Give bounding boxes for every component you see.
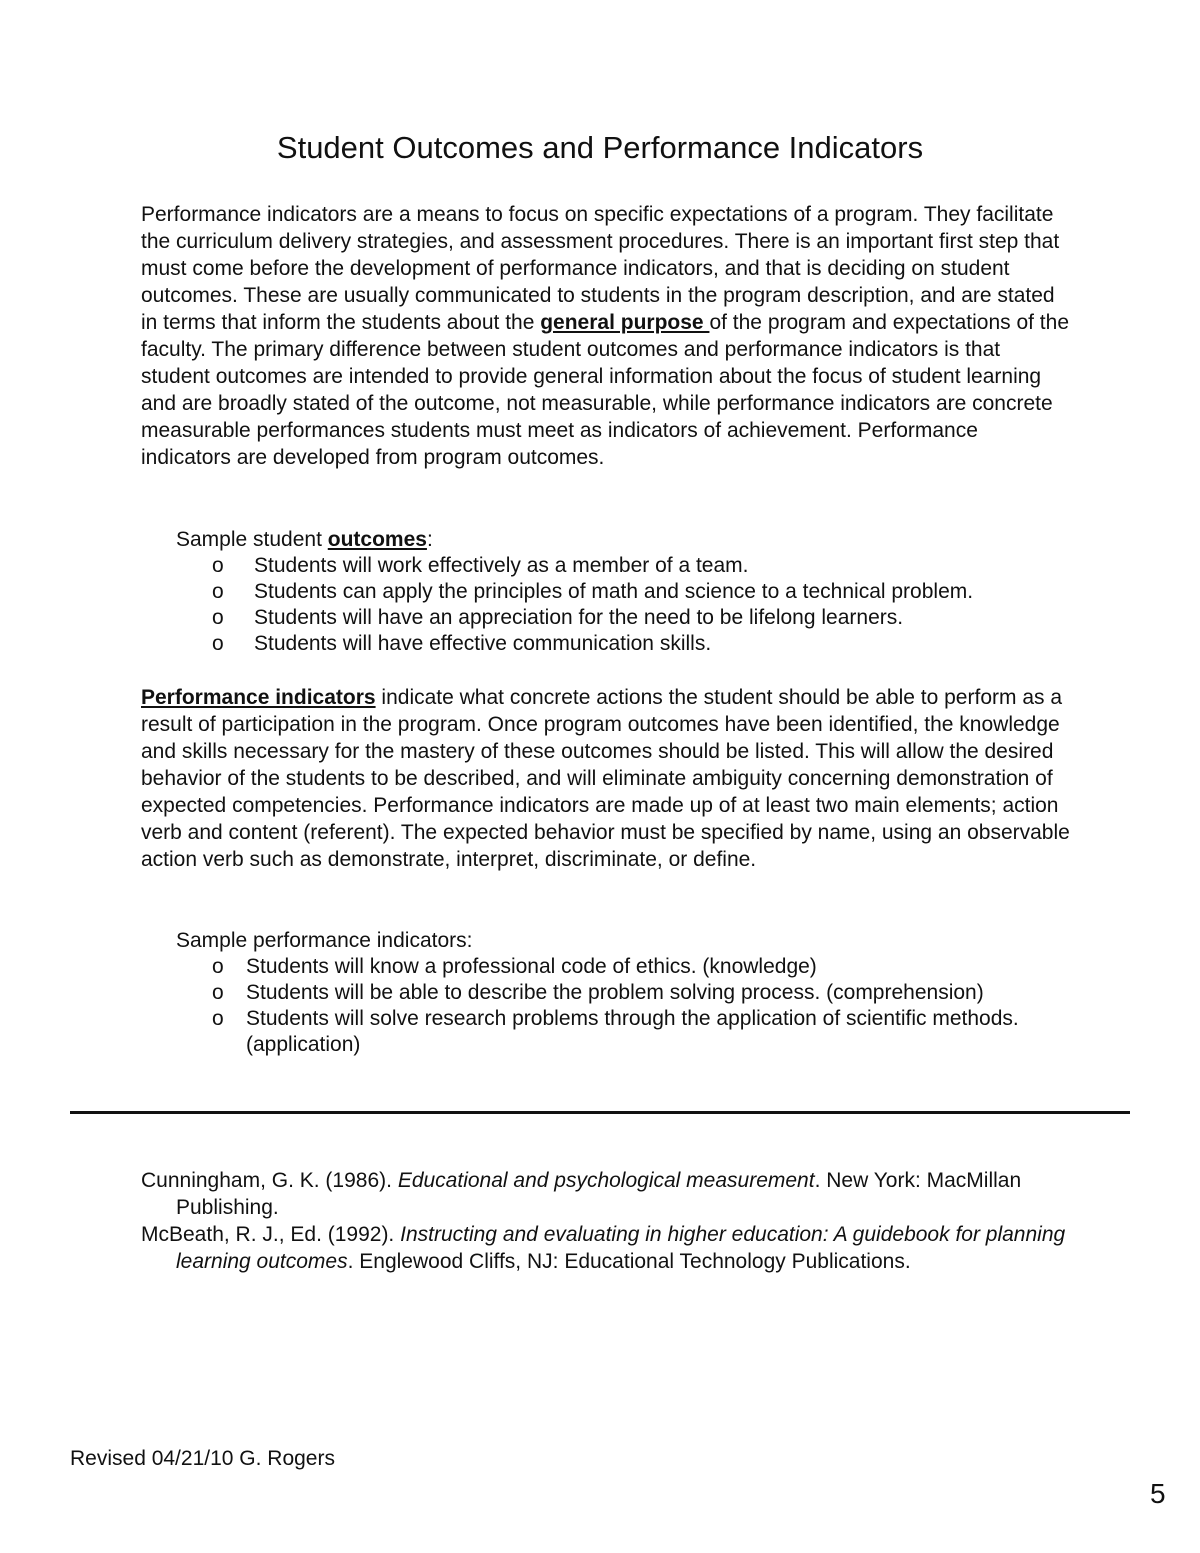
list-item xyxy=(176,579,1076,605)
reference-title: Instructing and evaluating in higher education: A guidebook for planning learning outcomes xyxy=(176,1223,1066,1273)
page-number: 5 xyxy=(1150,1478,1166,1509)
sample-outcomes-heading xyxy=(176,527,1076,553)
reference-publisher: . Englewood Cliffs, NJ: Educational Technology Publications. xyxy=(347,1250,911,1273)
indicator-text: Students will know a professional code of ethics. (knowledge) xyxy=(246,955,817,978)
bullet-marker: o xyxy=(212,1007,224,1030)
page-title: Student Outcomes and Performance Indicators xyxy=(276,130,924,165)
sample-outcomes-list xyxy=(176,553,1076,657)
performance-indicators-emphasis: Performance indicators xyxy=(141,686,376,709)
outcome-text: Students can apply the principles of math and science to a technical problem. xyxy=(254,580,974,603)
indicator-text: Students will be able to describe the problem solving process. (comprehension) xyxy=(246,981,984,1004)
reference-entry xyxy=(141,1221,1071,1275)
list-item xyxy=(176,605,1076,631)
outcomes-emphasis: outcomes xyxy=(327,528,427,551)
reference-authors: Cunningham, G. K. (1986). xyxy=(141,1169,398,1192)
performance-paragraph-text: indicate what concrete actions the student should be able to perform as a result of participation in the program. Once program outcomes have been identified, the knowledge and skills necessary for the mastery of these outcomes should be listed. This will allow the desired behavior of the students to be described, and will eliminate ambiguity concerning demonstration of expected competencies. Performance indicators are made up of at least two main elements; action verb and content (referent). The expected behavior must be specified by name, using an observable action verb such as demonstrate, interpret, discriminate, or define. xyxy=(141,686,1070,871)
list-item xyxy=(176,553,1076,579)
bullet-marker: o xyxy=(212,955,224,978)
sample-indicators-section xyxy=(176,928,1076,1058)
list-item xyxy=(176,631,1076,657)
indicator-text: Students will solve research problems through the application of scientific methods. (application) xyxy=(246,1007,1019,1056)
sample-indicators-heading: Sample performance indicators: xyxy=(176,929,473,952)
references xyxy=(141,1167,1071,1275)
general-purpose-emphasis: general purpose xyxy=(540,311,710,334)
list-item xyxy=(176,1006,1076,1058)
bullet-marker: o xyxy=(212,554,224,577)
sample-outcomes-lead: Sample student xyxy=(176,528,328,551)
list-item xyxy=(176,954,1076,980)
list-item xyxy=(176,980,1076,1006)
bullet-marker: o xyxy=(212,632,224,655)
sample-outcomes-colon: : xyxy=(426,528,433,551)
bullet-marker: o xyxy=(212,606,224,629)
reference-entry xyxy=(141,1167,1071,1221)
revision-note: Revised 04/21/10 G. Rogers xyxy=(70,1447,335,1470)
reference-authors: McBeath, R. J., Ed. (1992). xyxy=(141,1223,401,1246)
reference-publisher: . New York: MacMillan Publishing. xyxy=(176,1169,1022,1219)
bullet-marker: o xyxy=(212,981,224,1004)
sample-indicators-list xyxy=(176,954,1076,1058)
intro-text-1: Performance indicators are a means to focus on specific expectations of a program. They facilitate the curriculum delivery strategies, and assessment procedures. There is an important first step that must come before the development of performance indicators, and that is deciding on student outcomes. These are usually communicated to students in the program description, and are stated in terms that inform the students about the xyxy=(141,203,1060,334)
sample-outcomes-section xyxy=(176,527,1076,657)
intro-paragraph xyxy=(141,201,1071,471)
section-divider xyxy=(70,1111,1130,1114)
outcome-text: Students will have effective communication skills. xyxy=(254,632,712,655)
reference-title: Educational and psychological measurement xyxy=(397,1169,815,1192)
performance-indicators-paragraph xyxy=(141,684,1071,873)
intro-text-2: of the program and expectations of the faculty. The primary difference between student outcomes and performance indicators is that student outcomes are intended to provide general information about the focus of student learning and are broadly stated of the outcome, not measurable, while performance indicators are concrete measurable performances students must meet as indicators of achievement. Performance indicators are developed from program outcomes. xyxy=(141,311,1070,469)
bullet-marker: o xyxy=(212,580,224,603)
outcome-text: Students will have an appreciation for the need to be lifelong learners. xyxy=(254,606,904,629)
outcome-text: Students will work effectively as a member of a team. xyxy=(254,554,749,577)
